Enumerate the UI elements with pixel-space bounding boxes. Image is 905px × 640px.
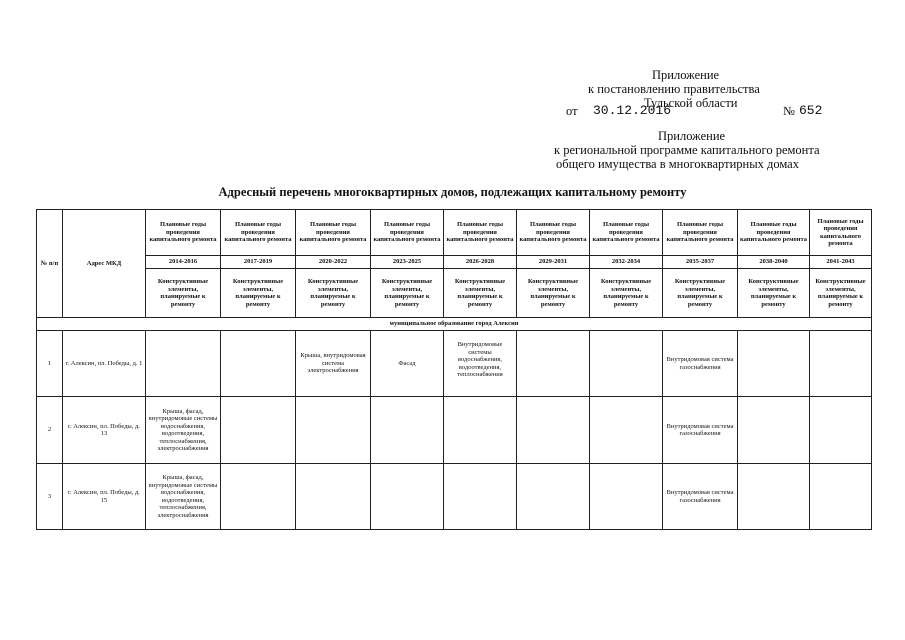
planned-header: Плановые годы проведения капитального ремонта: [590, 210, 663, 256]
row-cell: [371, 397, 444, 464]
row-cell: Фасад: [371, 331, 444, 397]
row-cell: [221, 464, 296, 530]
elements-header: Конструктивные элементы, планируемые к ремонту: [810, 269, 872, 318]
row-cell: [590, 464, 663, 530]
col-address-header: Адрес МКД: [63, 210, 146, 318]
period-cell: 2032-2034: [590, 256, 663, 269]
section-row: [37, 318, 872, 331]
header-row-elements: [37, 269, 872, 318]
table-row: [37, 464, 872, 530]
decree-line: [566, 104, 836, 120]
row-num: 1: [37, 331, 63, 397]
period-cell: 2023-2025: [371, 256, 444, 269]
number-label: №: [783, 104, 795, 118]
row-cell: [517, 331, 590, 397]
appendix-line: общего имущества в многоквартирных домах: [556, 157, 799, 171]
elements-header: Конструктивные элементы, планируемые к ремонту: [663, 269, 738, 318]
appendix-line: Тульской области: [644, 96, 738, 110]
table-row: [37, 397, 872, 464]
row-cell: Внутридомовая система газоснабжения: [663, 464, 738, 530]
elements-header: Конструктивные элементы, планируемые к ремонту: [221, 269, 296, 318]
period-cell: 2035-2037: [663, 256, 738, 269]
row-cell: [296, 397, 371, 464]
period-cell: 2014-2016: [146, 256, 221, 269]
period-cell: 2041-2043: [810, 256, 872, 269]
houses-table: [36, 209, 872, 530]
row-cell: Крыша, фасад, внутридомовые системы водоснабжения, водоотведения, теплоснабжения, электроснабжения: [146, 464, 221, 530]
row-address: г. Алексин, пл. Победы, д. 15: [63, 464, 146, 530]
period-cell: 2029-2031: [517, 256, 590, 269]
row-cell: [738, 464, 810, 530]
program-header: [554, 129, 844, 171]
elements-header: Конструктивные элементы, планируемые к ремонту: [146, 269, 221, 318]
row-address: г. Алексин, пл. Победы, д. 1: [63, 331, 146, 397]
from-label: от: [566, 104, 578, 118]
planned-header: Плановые годы проведения капитального ремонта: [296, 210, 371, 256]
elements-header: Конструктивные элементы, планируемые к ремонту: [296, 269, 371, 318]
planned-header: Плановые годы проведения капитального ремонта: [517, 210, 590, 256]
row-num: 2: [37, 397, 63, 464]
row-cell: [146, 331, 221, 397]
row-cell: Крыша, внутридомовая система электроснабжения: [296, 331, 371, 397]
planned-header: Плановые годы проведения капитального ремонта: [221, 210, 296, 256]
row-cell: Внутридомовая система газоснабжения: [663, 331, 738, 397]
period-cell: 2017-2019: [221, 256, 296, 269]
row-cell: [444, 397, 517, 464]
appendix-line: к постановлению правительства: [588, 82, 760, 96]
planned-header: Плановые годы проведения капитального ремонта: [810, 210, 872, 256]
row-cell: [221, 331, 296, 397]
row-cell: [810, 464, 872, 530]
elements-header: Конструктивные элементы, планируемые к ремонту: [517, 269, 590, 318]
planned-header: Плановые годы проведения капитального ремонта: [663, 210, 738, 256]
row-cell: [296, 464, 371, 530]
row-cell: [738, 331, 810, 397]
period-cell: 2020-2022: [296, 256, 371, 269]
planned-header: Плановые годы проведения капитального ремонта: [371, 210, 444, 256]
row-cell: [810, 397, 872, 464]
table-row: [37, 331, 872, 397]
row-cell: [517, 464, 590, 530]
document-title: Адресный перечень многоквартирных домов, подлежащих капитальному ремонту: [218, 185, 687, 199]
header-row-planned: [37, 210, 872, 256]
row-cell: Внутридомовые системы водоснабжения, водоотведения, теплоснабжения: [444, 331, 517, 397]
row-cell: [517, 397, 590, 464]
row-cell: [738, 397, 810, 464]
appendix-title: Приложение: [652, 68, 720, 82]
row-cell: [590, 397, 663, 464]
appendix-line: к региональной программе капитального ремонта: [554, 143, 820, 157]
row-cell: [371, 464, 444, 530]
decree-number: 652: [799, 103, 823, 118]
header-row-periods: [37, 256, 872, 269]
row-cell: Внутридомовая система газоснабжения: [663, 397, 738, 464]
elements-header: Конструктивные элементы, планируемые к ремонту: [590, 269, 663, 318]
planned-header: Плановые годы проведения капитального ремонта: [444, 210, 517, 256]
row-cell: [810, 331, 872, 397]
elements-header: Конструктивные элементы, планируемые к ремонту: [738, 269, 810, 318]
row-cell: [590, 331, 663, 397]
elements-header: Конструктивные элементы, планируемые к ремонту: [444, 269, 517, 318]
decree-date: 30.12.2016: [593, 103, 672, 118]
planned-header: Плановые годы проведения капитального ремонта: [146, 210, 221, 256]
row-cell: [444, 464, 517, 530]
row-cell: [221, 397, 296, 464]
row-address: г. Алексин, пл. Победы, д. 13: [63, 397, 146, 464]
row-num: 3: [37, 464, 63, 530]
appendix-title: Приложение: [658, 129, 726, 143]
col-num-header: № п/п: [37, 210, 63, 318]
elements-header: Конструктивные элементы, планируемые к ремонту: [371, 269, 444, 318]
period-cell: 2038-2040: [738, 256, 810, 269]
period-cell: 2026-2028: [444, 256, 517, 269]
municipality-section: муниципальное образование город Алексин: [37, 318, 872, 331]
planned-header: Плановые годы проведения капитального ремонта: [738, 210, 810, 256]
row-cell: Крыша, фасад, внутридомовые системы водоснабжения, водоотведения, теплоснабжения, электроснабжения: [146, 397, 221, 464]
